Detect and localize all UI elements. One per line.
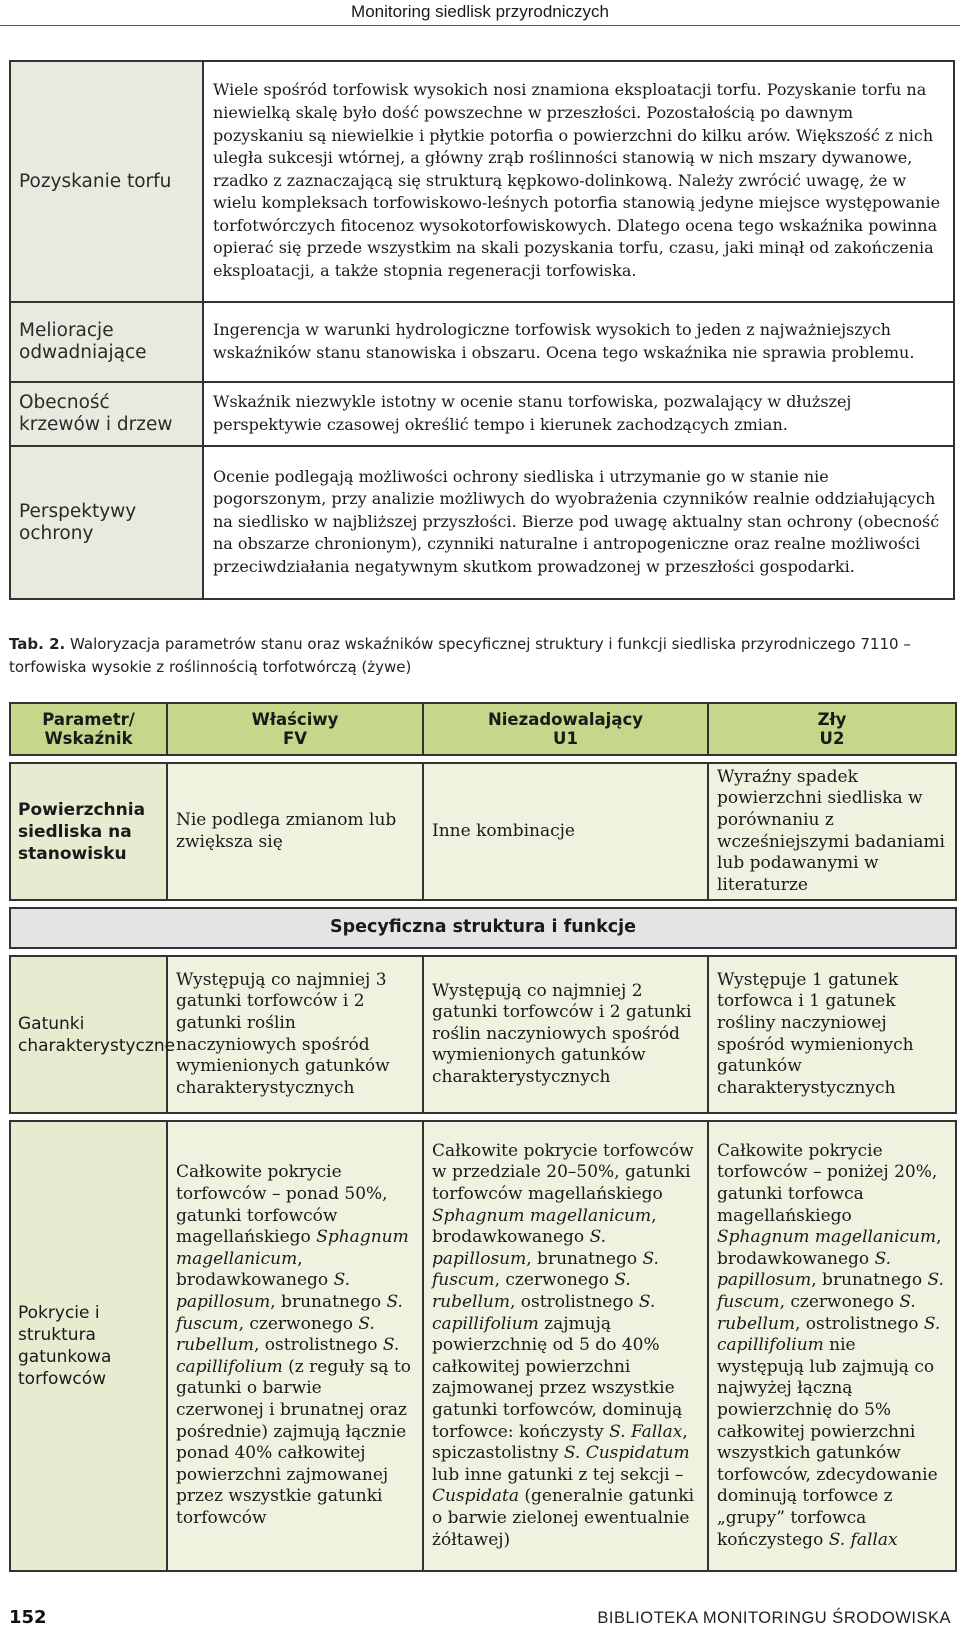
cell-u1: Występują co najmniej 2 gatunki torfowców i 2 gatunki roślin naczyniowych spośród wymienionych gatunków charakterystycznych [423, 956, 708, 1113]
table-row [10, 763, 956, 900]
cell-u2: Występuje 1 gatunek torfowca i 1 gatunek rośliny naczyniowej spośród wymienionych gatunków charakterystycznych [708, 956, 956, 1113]
cell-fv: Nie podlega zmianom lub zwiększa się [167, 763, 423, 900]
row-gap [10, 900, 956, 908]
species-name: S. papillosum [176, 1270, 351, 1313]
col-header-u2: Zły U2 [708, 703, 956, 755]
section-title: Specyficzna struktura i funkcje [10, 908, 956, 948]
species-name: S. papillosum [432, 1227, 607, 1269]
species-name: S. capillifolium [176, 1335, 400, 1377]
caption-label: Tab. 2. [9, 635, 66, 653]
indicators-table-continued [9, 60, 955, 600]
caption-text: Waloryzacja parametrów stanu oraz wskaźników specyficznej struktury i funkcji siedliska przyrodniczego 7110 – torfowiska wysokie z roślinnością torfotwórczą (żywe) [9, 635, 911, 676]
cell-u1: Całkowite pokrycie torfowców w przedziale 20–50%, gatunki torfowców magellańskiego Sphagnum magellanicum, brodawkowanego S. papillosum, brunatnego S. fuscum, czerwonego S. rubellum, ostrolistnego S. capillifolium zajmują powierzchnię od 5 do 40% całkowitej powierzchni zajmowanej przez wszystkie gatunki torfowców, dominują torfowce: kończysty S. Fallax, spiczastolistny S. Cuspidatum lub inne gatunki z tej sekcji – Cuspidata (generalnie gatunki o barwie zielonej ewentualnie żółtawej) [423, 1121, 708, 1571]
row-label-cover: Pokrycie i struktura gatunkowa torfowców [10, 1121, 167, 1571]
species-name: S. fallax [828, 1529, 898, 1550]
species-name: Cuspidata [432, 1486, 519, 1507]
running-head: Monitoring siedlisk przyrodniczych [351, 2, 609, 21]
col-header-parameter: Parametr/ Wskaźnik [10, 703, 167, 755]
row-label: Obecność krzewów i drzew [10, 382, 203, 446]
section-header-row [10, 908, 956, 948]
table-caption [9, 633, 955, 679]
page-number: 152 [9, 1607, 47, 1628]
species-name: Sphagnum magellanicum [432, 1205, 652, 1226]
row-gap [10, 1113, 956, 1121]
row-gap [10, 948, 956, 956]
table-header-row [10, 703, 956, 755]
table-row [10, 302, 954, 382]
header-rule [0, 25, 960, 26]
species-name: S. rubellum [432, 1270, 631, 1313]
species-name: Sphagnum magellanicum [176, 1227, 409, 1269]
row-label: Perspektywy ochrony [10, 446, 203, 599]
cell-u1: Inne kombinacje [423, 763, 708, 900]
row-text: Wskaźnik niezwykle istotny w ocenie stanu torfowiska, pozwalający w dłuższej perspektywie czasowej określić tempo i kierunek zachodzących zmian. [203, 382, 954, 446]
cell-u2: Całkowite pokrycie torfowców – poniżej 20%, gatunki torfowca magellańskiego Sphagnum magellanicum, brodawkowanego S. papillosum, brunatnego S. fuscum, czerwonego S. rubellum, ostrolistnego S. capillifolium nie występują lub zajmują co najwyżej łączną powierzchnię do 5% całkowitej powierzchni wszystkich gatunków torfowców, zdecydowanie dominują torfowce z „grupy” torfowca kończystego S. fallax [708, 1121, 956, 1571]
species-name: S. Fallax [609, 1421, 683, 1442]
col-header-fv: Właściwy FV [167, 703, 423, 755]
row-text: Ingerencja w warunki hydrologiczne torfowisk wysokich to jeden z najważniejszych wskaźników stanu stanowiska i obszaru. Ocena tego wskaźnika nie sprawia problemu. [203, 302, 954, 382]
species-name: S. capillifolium [432, 1292, 656, 1334]
table-row [10, 956, 956, 1113]
row-text: Wiele spośród torfowisk wysokich nosi znamiona eksploatacji torfu. Pozyskanie torfu na niewielką skalę było dość powszechne w przeszłości. Pozostałością po dawnym pozyskaniu są niewielkie i płytkie potorfia o powierzchni do kilku arów. Większość z nich uległa sukcesji wtórnej, a główny zrąb roślinności stanowią w nich mszary dywanowe, rzadko z zaznaczającą się strukturą kępkowo-dolinkową. Należy zwrócić uwagę, że w wielu kompleksach torfowiskowo-leśnych potorfia stanowią jedyne miejsce występowanie torfotwórczych fitocenoz wysokotorfowiskowych. Dlatego ocena tego wskaźnika powinna opierać się przede wszystkim na skali pozyskania torfu, czasu, jaki minął od zakończenia eksploatacji, a także stopnia regeneracji torfowiska. [203, 61, 954, 302]
species-name: S. fuscum [717, 1270, 944, 1313]
publication-title: BIBLIOTEKA MONITORINGU ŚRODOWISKA [597, 1609, 951, 1627]
table-row [10, 446, 954, 599]
row-text: Ocenie podlegają możliwości ochrony siedliska i utrzymanie go w stanie nie pogorszonym, przy analizie możliwych do wyobrażenia czynników realnie oddziałujących na siedlisko w najbliższej przyszłości. Bierze pod uwagę aktualny stan ochrony (obecność na obszarze chronionym), czynniki naturalne i antropogeniczne oraz realne możliwości przeciwdziałania negatywnym skutkom prowadzonej w przeszłości gospodarki. [203, 446, 954, 599]
species-name: S. capillifolium [717, 1313, 941, 1356]
cell-fv: Występują co najmniej 3 gatunki torfowców i 2 gatunki roślin naczyniowych spośród wymienionych gatunków charakterystycznych [167, 956, 423, 1113]
row-label-area: Powierzchnia siedliska na stanowisku [10, 763, 167, 900]
species-name: S. rubellum [717, 1292, 916, 1334]
row-label: Pozyskanie torfu [10, 61, 203, 302]
row-label-species: Gatunki charakterystyczne [10, 956, 167, 1113]
species-name: S. rubellum [176, 1313, 375, 1356]
species-name: Sphagnum magellanicum [717, 1227, 937, 1248]
table-row [10, 1121, 956, 1571]
valuation-table [9, 702, 957, 1572]
row-label: Melioracje odwadniające [10, 302, 203, 382]
species-name: S. papillosum [717, 1248, 892, 1291]
species-name: S. fuscum [432, 1248, 659, 1291]
cell-fv: Całkowite pokrycie torfowców – ponad 50%, gatunki torfowców magellańskiego Sphagnum magellanicum, brodawkowanego S. papillosum, brunatnego S. fuscum, czerwonego S. rubellum, ostrolistnego S. capillifolium (z reguły są to gatunki o barwie czerwonej i brunatnej oraz pośrednie) zajmują łącznie ponad 40% całkowitej powierzchni zajmowanej przez wszystkie gatunki torfowców [167, 1121, 423, 1571]
table-row [10, 382, 954, 446]
cell-u2: Wyraźny spadek powierzchni siedliska w porównaniu z wcześniejszymi badaniami lub podawanymi w literaturze [708, 763, 956, 900]
row-gap [10, 755, 956, 763]
species-name: S. Cuspidatum [563, 1443, 690, 1464]
col-header-u1: Niezadowalający U1 [423, 703, 708, 755]
species-name: S. fuscum [176, 1292, 403, 1334]
table-row [10, 61, 954, 302]
